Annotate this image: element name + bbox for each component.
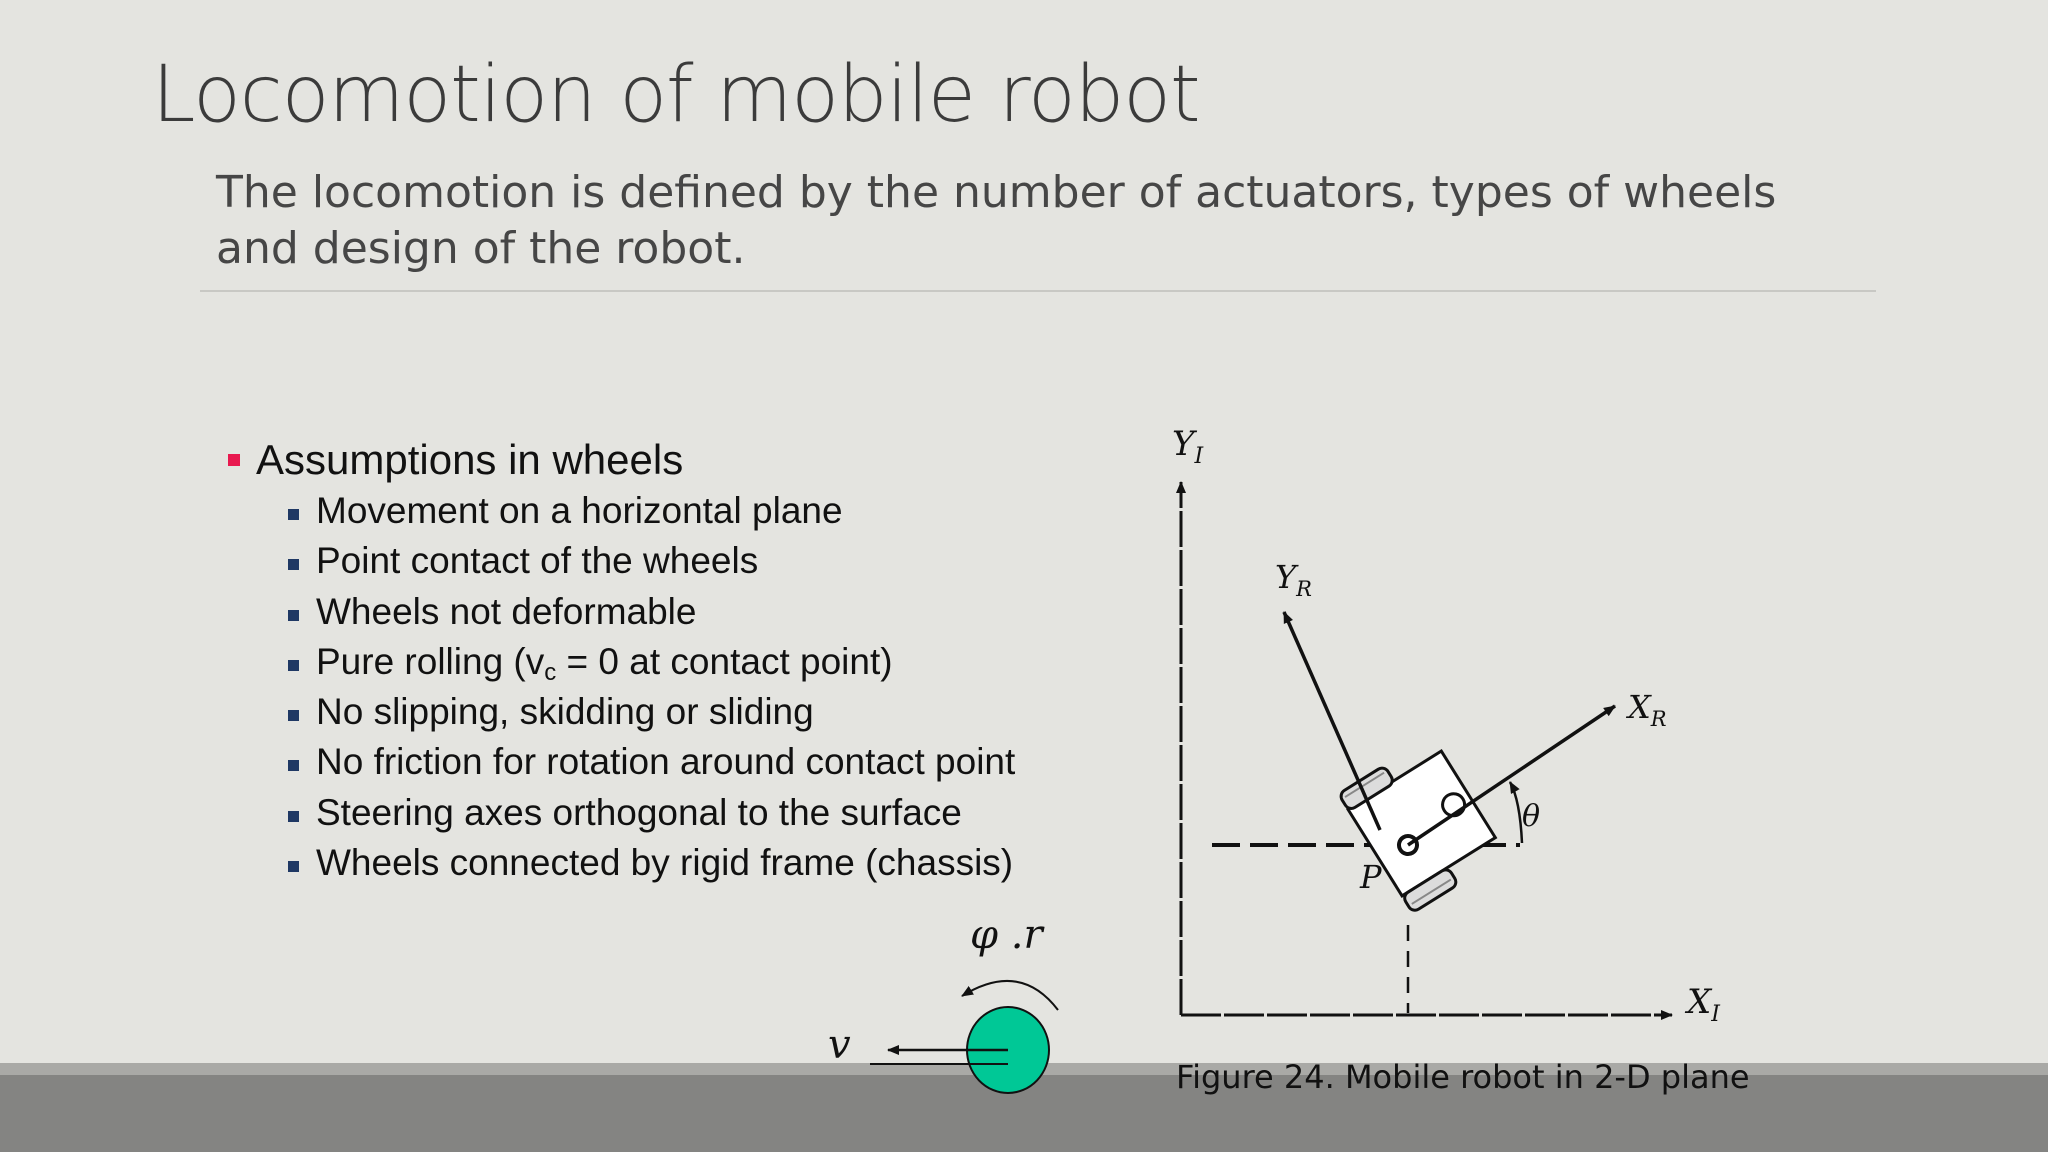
phi-r-label: φ .r xyxy=(970,912,1043,958)
theta-label: θ xyxy=(1522,799,1541,834)
bullet-item-text: No slipping, skidding or sliding xyxy=(316,691,814,733)
bullet-item-text: Steering axes orthogonal to the surface xyxy=(316,791,962,833)
figure-caption: Figure 24. Mobile robot in 2-D plane xyxy=(1176,1058,1750,1096)
pure-rolling-prefix: Pure rolling (v xyxy=(316,640,545,682)
bullet-item-text: Wheels connected by rigid frame (chassis) xyxy=(316,842,1014,884)
bullet-item-text: Point contact of the wheels xyxy=(316,540,759,582)
v-label: v xyxy=(828,1022,851,1068)
xr-label: $X_R$ xyxy=(1628,688,1667,731)
slide-subtitle: The locomotion is defined by the number of actuators, types of wheels and design of the robot. xyxy=(216,167,1777,274)
pure-rolling-suffix: = 0 at contact point) xyxy=(556,640,893,682)
yr-label: $Y_R$ xyxy=(1275,558,1312,601)
pure-rolling-subscript: c xyxy=(544,658,557,686)
slide-title: Locomotion of mobile robot xyxy=(152,50,1200,140)
bullet-item-text: No friction for rotation around contact point xyxy=(316,741,1016,783)
xi-label: $X_I$ xyxy=(1687,982,1720,1027)
yr-axis xyxy=(1284,612,1380,830)
bullet-item-text: Movement on a horizontal plane xyxy=(316,490,843,531)
bullet-main-text: Assumptions in wheels xyxy=(256,436,684,483)
theta-arc xyxy=(1510,782,1522,843)
yi-label: $Y_I$ xyxy=(1172,424,1204,469)
p-label: P xyxy=(1360,858,1382,896)
bullet-item-text: Wheels not deformable xyxy=(316,590,697,632)
rotation-arrow xyxy=(962,981,1058,1010)
